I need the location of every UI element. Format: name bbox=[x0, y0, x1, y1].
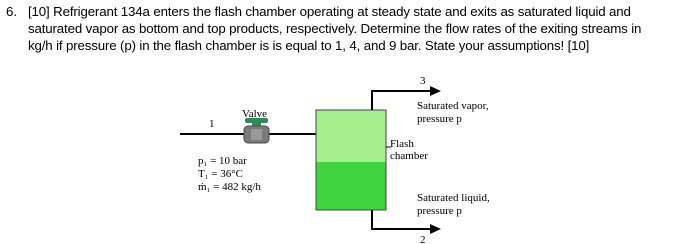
valve-label: Valve bbox=[242, 108, 268, 120]
inlet-pressure: p₁ = 10 bar bbox=[198, 155, 247, 167]
liquid-label-line-1: Saturated liquid, bbox=[417, 192, 490, 204]
liquid-outlet-number: 2 bbox=[420, 234, 426, 244]
liquid-region bbox=[316, 162, 386, 210]
inlet-state-number: 1 bbox=[209, 118, 215, 130]
chamber-label-line-1: Flash bbox=[390, 138, 414, 150]
question-number: 6. bbox=[6, 4, 18, 19]
vapor-label-line-1: Saturated vapor, bbox=[417, 100, 489, 112]
inlet-mass-flow: ṁ₁ = 482 kg/h bbox=[198, 181, 261, 193]
inlet-temperature: T₁ = 36°C bbox=[198, 168, 243, 180]
valve-icon bbox=[244, 118, 269, 143]
vapor-outlet-number: 3 bbox=[420, 75, 426, 87]
vapor-outlet-arrow bbox=[430, 86, 441, 96]
liquid-label-line-2: pressure p bbox=[417, 205, 462, 217]
vapor-region bbox=[316, 110, 386, 162]
chamber-label-line-2: chamber bbox=[390, 150, 428, 162]
vapor-label-line-2: pressure p bbox=[417, 113, 462, 125]
liquid-outlet-arrow bbox=[430, 224, 441, 234]
question-text: [10] Refrigerant 134a enters the flash chamber operating at steady state and exits as saturated liquid and saturated vapor as bottom and top products, respectively. Determine the flow rates of the exiting streams in kg/h if pressure (p) in the flash chamber is is equal to 1, 4, and 9 bar. State your assumptions! [10] bbox=[28, 4, 642, 53]
